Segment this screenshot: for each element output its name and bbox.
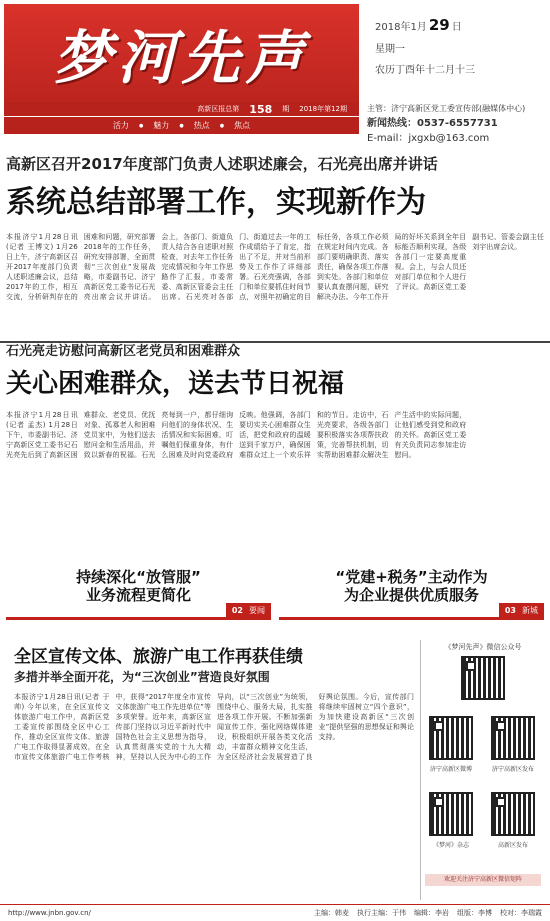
staff-credit: 主编：韩麦	[314, 909, 349, 917]
slogan-item: 焦点	[234, 121, 251, 130]
email: E-mail：jxgxb@163.com	[367, 133, 490, 144]
qr-code-icon[interactable]	[491, 792, 535, 836]
qr-panel-title: 《梦河先声》微信公众号	[444, 643, 522, 651]
qr-label: 《梦河》杂志	[432, 842, 469, 849]
staff-credit: 组版：李博	[457, 909, 492, 917]
teaser-page-tag	[499, 603, 544, 617]
staff-credit: 编辑：李岩	[414, 909, 449, 917]
qr-label: 高新区发布	[497, 842, 528, 849]
slogan-item: 魅力	[153, 121, 170, 130]
qr-label: 济宁高新区发布	[491, 766, 534, 773]
teaser-box[interactable]	[6, 540, 271, 620]
teaser-title-line: 持续深化“放管服”	[76, 568, 201, 586]
issue-suffix: 期	[282, 105, 290, 113]
masthead	[0, 0, 550, 142]
teaser-title-line: “党建+税务”主动作为	[335, 568, 488, 586]
qr-panel-footer: 欢迎关注济宁高新区微信矩阵	[425, 874, 541, 886]
staff-credit: 执行主编：于伟	[357, 909, 406, 917]
teaser-title	[6, 568, 271, 604]
website-link[interactable]: http://www.jnbn.gov.cn/	[8, 909, 91, 917]
teaser-section: 新城	[522, 605, 538, 615]
date-day: 29	[428, 16, 450, 34]
article-body: 本报济宁1月28日讯(记者 王博文) 1月26日上午，济宁高新区召开2017年度部门负责人述职述廉会议，总结2017年的工作，相互交流，分析研判存在的困难和问题，研究部署2018年的工作任务，研究安排部署，全面贯彻“三次创业”发展战略，市委副书记、济宁高新区党工委书记石光亮出席会议并讲话。 会上，各部门、街道负责人结合各自述职对照检查，对去年工作任务完成情况和今年工作思路作了汇报，市委常委、高新区管委会主任出席。石光亮对各部门、街道过去一年的工作成绩给予了肯定，指出了不足，并对当前形势及工作作了详细部署。石光亮强调，各部门和单位要抓住时间节点，对照年初确定的目标任务，各项工作必须在规定时间内完成。各部门要明确职责、落实责任，确保各项工作落到实处。各部门和单位要认真查摆问题，研究解决办法。今年工作开局的好坏关系到全年目标能否顺利实现，各级各部门一定要高度重视。会上，与会人员还对部门单位和个人进行了评议。高新区党工委副书记、管委会副主任刘宇出席会议。	[6, 233, 544, 301]
article-headline: 系统总结部署工作，实现新作为	[6, 185, 426, 220]
second-article-headline: 关心困难群众，送去节日祝福	[6, 369, 345, 399]
weekday: 星期一	[375, 44, 405, 55]
qr-code-icon[interactable]	[429, 792, 473, 836]
issue-number: 158	[249, 102, 273, 116]
year-issue: 2018年第12期	[299, 105, 347, 113]
page-footer	[0, 904, 550, 921]
teaser-title-line: 为企业提供优质服务	[343, 586, 479, 604]
contact-block	[367, 101, 547, 146]
slogan-item: 热点	[193, 121, 210, 130]
qr-panel	[420, 640, 544, 900]
teaser-page: 03	[504, 605, 516, 615]
qr-code-icon[interactable]	[429, 716, 473, 760]
qr-label: 济宁高新区微博	[429, 766, 472, 773]
teaser-box[interactable]	[279, 540, 544, 620]
date-day-suffix: 日	[451, 22, 462, 33]
lunar-date: 农历丁酉年十二月十三	[375, 65, 475, 76]
staff-credits	[314, 908, 542, 918]
third-article-body: 本报济宁1月28日讯(记者 于帅) 今年以来，在全区宣传文体旅游广电工作中，高新区党工委宣传部围绕全区中心工作，推动全区宣传文体、旅游广电工作取得显著成效，在全市宣传文体旅游广电工作考核中，获得“2017年度全市宣传文体旅游广电工作先进单位”等多项荣誉。近年来，高新区宣传部门坚持以习近平新时代中国特色社会主义思想为指导，认真贯彻落实党的十九大精神，坚持以人民为中心的工作导向，以“三次创业”为统领，围绕中心、服务大局，扎实推进各项工作开展。不断加强新闻宣传工作，强化网络媒体建设，积极组织开展各类文化活动，丰富群众精神文化生活，为全区经济社会发展营造了良好舆论氛围。今后，宣传部门将继续牢固树立“四个意识”，为加快建设高新区“三次创业”提供坚强的思想保证和舆论支持。	[14, 693, 414, 761]
teaser-section: 要闻	[249, 605, 265, 615]
issuer-text: 高新区报总第	[197, 105, 240, 113]
qr-code-icon[interactable]	[491, 716, 535, 760]
qr-code-icon[interactable]	[461, 656, 505, 700]
teaser-page: 02	[231, 605, 243, 615]
logo-text: 梦河先声	[53, 24, 310, 92]
teaser-title-line: 业务流程更简化	[85, 586, 191, 604]
article-subhead: 高新区召开2017年度部门负责人述职述廉会，石光亮出席并讲话	[6, 155, 438, 173]
sponsor-text: 主管：济宁高新区党工委宣传部(融媒体中心)	[367, 104, 526, 113]
date-block	[375, 16, 535, 76]
newspaper-logo	[4, 4, 359, 116]
staff-credit: 校对：李瑞霞	[500, 909, 542, 917]
teaser-title	[279, 568, 544, 604]
issue-info	[4, 102, 359, 116]
teaser-page-tag	[226, 603, 271, 617]
date-year-month: 2018年1月	[375, 22, 427, 33]
slogan-bar: 活力 ● 魅力 ● 热点 ● 焦点	[4, 117, 359, 134]
hotline: 新闻热线：0537-6557731	[367, 118, 498, 129]
third-article-subhead: 多措并举全面开花，为“三次创业”营造良好氛围	[14, 670, 270, 684]
third-article-headline: 全区宣传文体、旅游广电工作再获佳绩	[14, 647, 303, 667]
slogan-item: 活力	[112, 121, 129, 130]
second-article-subhead: 石光亮走访慰问高新区老党员和困难群众	[6, 344, 241, 359]
second-article-body: 本报济宁1月28日讯(记者 孟杰) 1月28日下午，市委副书记、济宁高新区党工委书记石光亮先后到了高新区困难群众、老党员、优抚对象、孤寡老人和困难党员家中，为他们送去慰问金和生活用品，并致以新春的祝福。石光亮每到一户，都仔细询问他们的身体状况、生活情况和实际困难，叮嘱他们保重身体，有什么困难及时向党委政府反映。他强调，各部门要切实关心困难群众生活，把党和政府的温暖送到千家万户，确保困难群众过上一个欢乐祥和的节日。走访中，石光亮要求，各级各部门要积极落实各项帮扶政策，完善帮扶机制，切实帮助困难群众解决生产生活中的实际问题，让他们感受到党和政府的关怀。高新区党工委有关负责同志参加走访慰问。	[6, 411, 467, 459]
